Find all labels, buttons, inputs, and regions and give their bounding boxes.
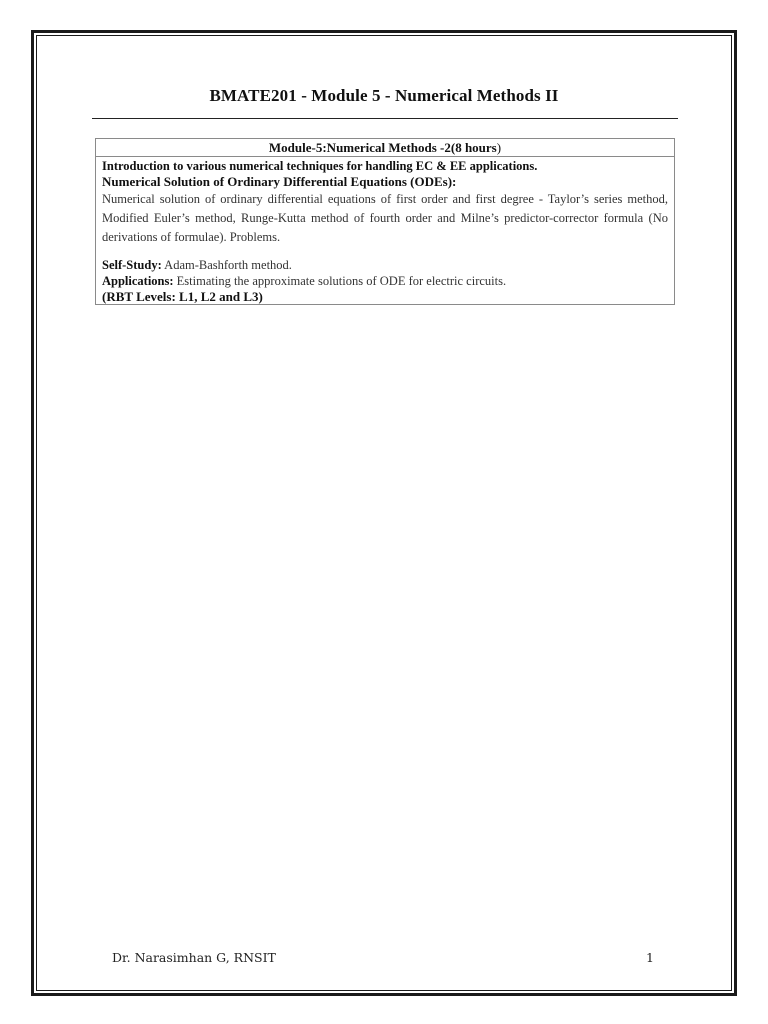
syllabus-header (96, 139, 674, 157)
ode-heading: Numerical Solution of Ordinary Differential Equations (ODEs): (102, 174, 457, 189)
spacer (102, 247, 668, 257)
syllabus-header-tail: ) (496, 140, 502, 155)
syllabus-header-title: Module-5:Numerical Methods -2(8 hours (268, 140, 497, 155)
applications-line (102, 273, 668, 289)
syllabus-intro: Introduction to various numerical techniques for handling EC & EE applications. (102, 159, 538, 173)
applications-label: Applications: (102, 274, 174, 288)
syllabus-box (95, 138, 675, 305)
ode-description: Numerical solution of ordinary differential equations of first order and first degree - Taylor’s series method, Modified Euler’s method, Runge-Kutta method of fourth order and Milne’s predictor-corrector formula (No derivations of formulae). Problems. (102, 192, 668, 244)
applications-text: Estimating the approximate solutions of ODE for electric circuits. (173, 274, 507, 288)
footer-author: Dr. Narasimhan G, RNSIT (112, 950, 276, 965)
footer-page-number: 1 (646, 950, 654, 965)
syllabus-body (96, 157, 674, 305)
self-study-text: Adam-Bashforth method. (161, 258, 292, 272)
self-study-line (102, 257, 668, 273)
rbt-levels: (RBT Levels: L1, L2 and L3) (102, 289, 263, 304)
title-divider (92, 118, 678, 119)
document-title: BMATE201 - Module 5 - Numerical Methods II (209, 86, 559, 105)
self-study-label: Self-Study: (102, 258, 162, 272)
